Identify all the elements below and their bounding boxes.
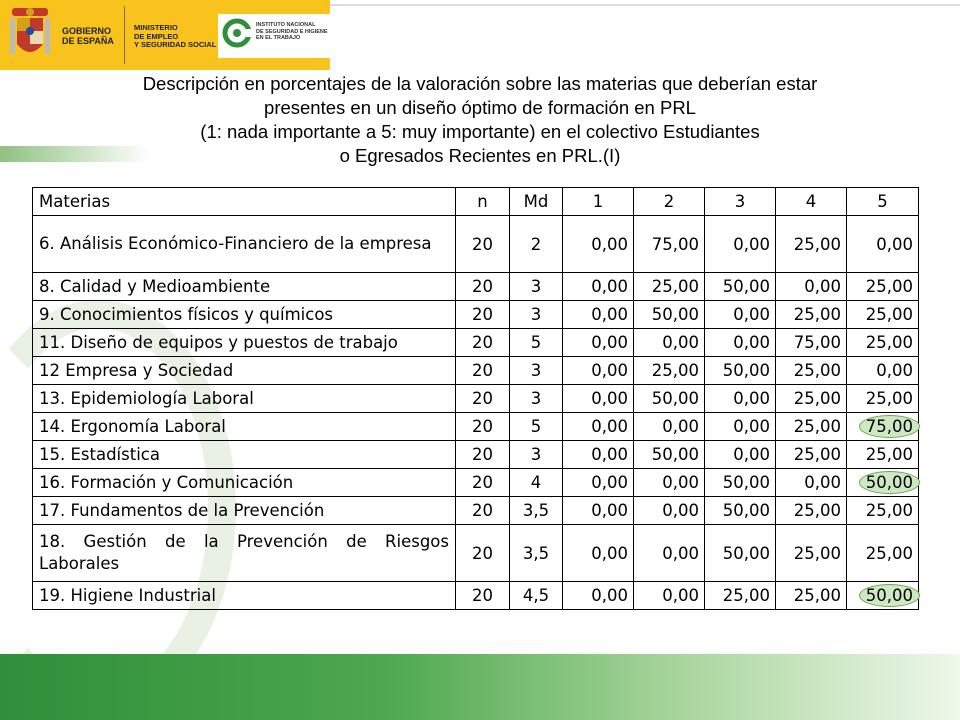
- percent-cell-4: 0,00: [776, 273, 847, 301]
- table-row: [33, 385, 919, 413]
- percent-cell-5: 0,00: [847, 216, 919, 273]
- percent-cell-4: 25,00: [776, 525, 847, 582]
- government-text: GOBIERNO DE ESPAÑA: [62, 26, 114, 46]
- percent-cell-1: 0,00: [563, 357, 634, 385]
- percent-cell-3: 50,00: [705, 357, 776, 385]
- table-row: [33, 469, 919, 497]
- percent-cell-2: 0,00: [634, 582, 705, 610]
- md-cell: 4,5: [510, 582, 563, 610]
- percent-cell-5: [847, 469, 919, 497]
- percent-cell-2: 25,00: [634, 357, 705, 385]
- highlight-ellipse: 50,00: [859, 471, 920, 494]
- header-md: Md: [510, 188, 563, 216]
- percent-cell-1: 0,00: [563, 497, 634, 525]
- header-n: n: [456, 188, 510, 216]
- percent-cell-4: 25,00: [776, 216, 847, 273]
- table-row: [33, 441, 919, 469]
- title-line-2: presentes en un diseño óptimo de formación en PRL: [264, 97, 696, 118]
- logo-divider: [124, 6, 125, 64]
- n-cell: 20: [456, 497, 510, 525]
- table-row: [33, 357, 919, 385]
- md-cell: 3: [510, 357, 563, 385]
- table-row: [33, 329, 919, 357]
- header-1: 1: [563, 188, 634, 216]
- md-cell: 3: [510, 273, 563, 301]
- header-rule: [330, 4, 960, 6]
- n-cell: 20: [456, 301, 510, 329]
- table-header-row: [33, 188, 919, 216]
- percent-cell-4: 25,00: [776, 413, 847, 441]
- percent-cell-5: [847, 413, 919, 441]
- ministry-text: MINISTERIO DE EMPLEO Y SEGURIDAD SOCIAL: [134, 23, 217, 49]
- percent-cell-4: 0,00: [776, 469, 847, 497]
- header-materias: Materias: [33, 188, 456, 216]
- n-cell: 20: [456, 413, 510, 441]
- materia-cell: 16. Formación y Comunicación: [33, 469, 456, 497]
- md-cell: 5: [510, 413, 563, 441]
- percent-cell-2: 50,00: [634, 441, 705, 469]
- materia-cell: 15. Estadística: [33, 441, 456, 469]
- percent-cell-4: 25,00: [776, 301, 847, 329]
- materia-cell: 17. Fundamentos de la Prevención: [33, 497, 456, 525]
- n-cell: 20: [456, 385, 510, 413]
- n-cell: 20: [456, 329, 510, 357]
- percent-cell-1: 0,00: [563, 582, 634, 610]
- percent-cell-5: 25,00: [847, 525, 919, 582]
- percent-cell-1: 0,00: [563, 441, 634, 469]
- n-cell: 20: [456, 469, 510, 497]
- md-cell: 3: [510, 441, 563, 469]
- footer-gradient-band: [0, 654, 960, 720]
- table-row: [33, 497, 919, 525]
- percent-cell-5: 25,00: [847, 441, 919, 469]
- table-row: [33, 525, 919, 582]
- percent-cell-4: 25,00: [776, 497, 847, 525]
- header-2: 2: [634, 188, 705, 216]
- title-line-1: Descripción en porcentajes de la valoración sobre las materias que deberían estar: [142, 73, 818, 94]
- institute-logo-icon: [222, 18, 252, 48]
- percent-cell-5: 25,00: [847, 329, 919, 357]
- highlight-ellipse: 50,00: [859, 584, 920, 607]
- n-cell: 20: [456, 582, 510, 610]
- materia-cell: 13. Epidemiología Laboral: [33, 385, 456, 413]
- government-logo-block: [0, 0, 330, 70]
- percent-cell-5: 25,00: [847, 301, 919, 329]
- table-row: [33, 216, 919, 273]
- materia-cell: 14. Ergonomía Laboral: [33, 413, 456, 441]
- percent-cell-3: 0,00: [705, 216, 776, 273]
- institute-logo-block: [218, 14, 330, 58]
- institute-text: INSTITUTO NACIONAL DE SEGURIDAD E HIGIENE EN EL TRABAJO: [256, 22, 328, 41]
- percent-cell-2: 0,00: [634, 329, 705, 357]
- percent-cell-3: 25,00: [705, 582, 776, 610]
- header-4: 4: [776, 188, 847, 216]
- highlight-ellipse: 75,00: [859, 415, 920, 438]
- percent-cell-1: 0,00: [563, 216, 634, 273]
- percent-cell-3: 0,00: [705, 329, 776, 357]
- md-cell: 3,5: [510, 525, 563, 582]
- percent-cell-4: 25,00: [776, 357, 847, 385]
- md-cell: 2: [510, 216, 563, 273]
- n-cell: 20: [456, 441, 510, 469]
- percent-cell-2: 0,00: [634, 497, 705, 525]
- percent-cell-3: 0,00: [705, 385, 776, 413]
- table-row: [33, 301, 919, 329]
- slide-title: [40, 72, 920, 168]
- materia-cell: 18. Gestión de la Prevención de Riesgos Laborales: [33, 525, 456, 582]
- n-cell: 20: [456, 216, 510, 273]
- percent-cell-3: 0,00: [705, 441, 776, 469]
- percent-cell-3: 0,00: [705, 413, 776, 441]
- table-row: [33, 413, 919, 441]
- title-line-4: o Egresados Recientes en PRL.(I): [339, 145, 621, 166]
- md-cell: 3: [510, 385, 563, 413]
- header-3: 3: [705, 188, 776, 216]
- n-cell: 20: [456, 357, 510, 385]
- materia-cell: 9. Conocimientos físicos y químicos: [33, 301, 456, 329]
- percent-cell-3: 50,00: [705, 497, 776, 525]
- n-cell: 20: [456, 273, 510, 301]
- percent-cell-2: 0,00: [634, 413, 705, 441]
- percent-cell-4: 25,00: [776, 582, 847, 610]
- materia-cell: 12 Empresa y Sociedad: [33, 357, 456, 385]
- percent-cell-5: 25,00: [847, 385, 919, 413]
- md-cell: 5: [510, 329, 563, 357]
- materia-cell: 11. Diseño de equipos y puestos de trabajo: [33, 329, 456, 357]
- percent-cell-2: 0,00: [634, 525, 705, 582]
- materia-cell: 19. Higiene Industrial: [33, 582, 456, 610]
- percent-cell-1: 0,00: [563, 413, 634, 441]
- percent-cell-5: [847, 582, 919, 610]
- title-line-3: (1: nada importante a 5: muy importante) en el colectivo Estudiantes: [200, 121, 760, 142]
- percent-cell-4: 25,00: [776, 385, 847, 413]
- materia-cell: 8. Calidad y Medioambiente: [33, 273, 456, 301]
- md-cell: 4: [510, 469, 563, 497]
- percent-cell-5: 25,00: [847, 497, 919, 525]
- md-cell: 3,5: [510, 497, 563, 525]
- percent-cell-2: 50,00: [634, 385, 705, 413]
- md-cell: 3: [510, 301, 563, 329]
- n-cell: 20: [456, 525, 510, 582]
- percent-cell-2: 50,00: [634, 301, 705, 329]
- table-row: [33, 273, 919, 301]
- percent-cell-3: 50,00: [705, 525, 776, 582]
- header-5: 5: [847, 188, 919, 216]
- table-row: [33, 582, 919, 610]
- percent-cell-4: 75,00: [776, 329, 847, 357]
- percent-cell-3: 0,00: [705, 301, 776, 329]
- percent-cell-2: 0,00: [634, 469, 705, 497]
- percent-cell-1: 0,00: [563, 301, 634, 329]
- percent-cell-3: 50,00: [705, 273, 776, 301]
- percent-cell-1: 0,00: [563, 329, 634, 357]
- percent-cell-1: 0,00: [563, 525, 634, 582]
- table-body: [33, 216, 919, 610]
- valoracion-table: [32, 187, 919, 610]
- coat-of-arms-icon: [8, 6, 52, 62]
- percent-cell-2: 25,00: [634, 273, 705, 301]
- percent-cell-3: 50,00: [705, 469, 776, 497]
- percent-cell-1: 0,00: [563, 469, 634, 497]
- header: [0, 0, 960, 70]
- percent-cell-1: 0,00: [563, 273, 634, 301]
- percent-cell-2: 75,00: [634, 216, 705, 273]
- percent-cell-5: 25,00: [847, 273, 919, 301]
- percent-cell-5: 0,00: [847, 357, 919, 385]
- percent-cell-1: 0,00: [563, 385, 634, 413]
- materia-cell: 6. Análisis Económico-Financiero de la empresa: [33, 216, 456, 273]
- percent-cell-4: 25,00: [776, 441, 847, 469]
